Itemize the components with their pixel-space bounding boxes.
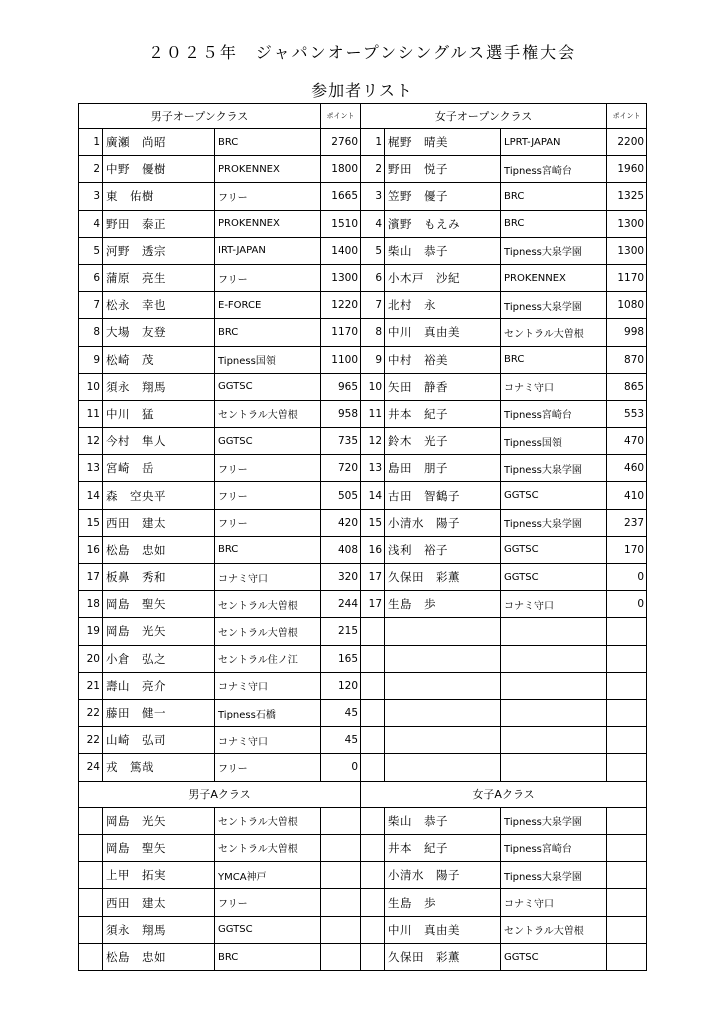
table-row — [79, 346, 647, 373]
men-club: Tipness国領 — [215, 346, 321, 373]
empty-cell — [361, 699, 385, 726]
men-a-club: BRC — [215, 943, 321, 970]
men-rank: 6 — [79, 264, 103, 291]
table-row — [79, 727, 647, 754]
women-club: PROKENNEX — [501, 264, 607, 291]
participant-table — [78, 103, 647, 971]
women-player-name: 野田 悦子 — [385, 156, 501, 183]
men-rank: 18 — [79, 591, 103, 618]
table-row — [79, 699, 647, 726]
men-player-name: 松島 忠如 — [103, 536, 215, 563]
men-player-name: 岡島 光矢 — [103, 618, 215, 645]
women-points: 998 — [607, 319, 647, 346]
women-points: 1170 — [607, 264, 647, 291]
men-player-name: 廣瀬 尚昭 — [103, 129, 215, 156]
men-player-name: 小倉 弘之 — [103, 645, 215, 672]
women-rank: 2 — [361, 156, 385, 183]
empty-cell — [607, 862, 647, 889]
women-a-player-name: 久保田 彩薫 — [385, 943, 501, 970]
women-points: 0 — [607, 591, 647, 618]
men-points: 505 — [321, 482, 361, 509]
men-points: 165 — [321, 645, 361, 672]
women-rank: 9 — [361, 346, 385, 373]
men-player-name: 須永 翔馬 — [103, 373, 215, 400]
women-player-name: 梶野 晴美 — [385, 129, 501, 156]
women-points: 170 — [607, 536, 647, 563]
empty-cell — [79, 889, 103, 916]
men-player-name: 大場 友登 — [103, 319, 215, 346]
table-row — [79, 129, 647, 156]
table-row — [79, 183, 647, 210]
table-row — [79, 237, 647, 264]
empty-cell — [321, 862, 361, 889]
women-club: Tipness宮崎台 — [501, 400, 607, 427]
men-club: BRC — [215, 319, 321, 346]
empty-cell — [607, 807, 647, 834]
empty-cell — [501, 672, 607, 699]
men-player-name: 森 空央平 — [103, 482, 215, 509]
empty-cell — [361, 916, 385, 943]
men-points: 0 — [321, 754, 361, 781]
men-club: セントラル大曽根 — [215, 618, 321, 645]
men-club: PROKENNEX — [215, 210, 321, 237]
women-points: 460 — [607, 455, 647, 482]
women-rank: 17 — [361, 564, 385, 591]
men-rank: 10 — [79, 373, 103, 400]
table-row — [79, 943, 647, 970]
empty-cell — [361, 943, 385, 970]
men-player-name: 河野 透宗 — [103, 237, 215, 264]
table-row — [79, 373, 647, 400]
empty-cell — [321, 834, 361, 861]
table-row — [79, 916, 647, 943]
empty-cell — [385, 618, 501, 645]
empty-cell — [361, 645, 385, 672]
women-a-player-name: 中川 真由美 — [385, 916, 501, 943]
women-club: GGTSC — [501, 482, 607, 509]
men-rank: 5 — [79, 237, 103, 264]
men-rank: 12 — [79, 428, 103, 455]
empty-cell — [607, 645, 647, 672]
women-club: Tipness大泉学園 — [501, 509, 607, 536]
empty-cell — [607, 889, 647, 916]
women-player-name: 島田 朋子 — [385, 455, 501, 482]
women-club: Tipness国領 — [501, 428, 607, 455]
men-rank: 11 — [79, 400, 103, 427]
empty-cell — [385, 754, 501, 781]
empty-cell — [385, 699, 501, 726]
women-club: Tipness大泉学園 — [501, 455, 607, 482]
men-club: フリー — [215, 754, 321, 781]
men-points: 720 — [321, 455, 361, 482]
men-rank: 16 — [79, 536, 103, 563]
men-rank: 7 — [79, 292, 103, 319]
men-a-club: YMCA神戸 — [215, 862, 321, 889]
empty-cell — [501, 699, 607, 726]
women-points: 1300 — [607, 210, 647, 237]
men-rank: 3 — [79, 183, 103, 210]
men-club: セントラル住ノ江 — [215, 645, 321, 672]
men-rank: 8 — [79, 319, 103, 346]
table-row — [79, 536, 647, 563]
empty-cell — [361, 834, 385, 861]
men-club: コナミ守口 — [215, 564, 321, 591]
women-club: Tipness宮崎台 — [501, 156, 607, 183]
table-row — [79, 156, 647, 183]
men-player-name: 東 佑樹 — [103, 183, 215, 210]
men-points: 45 — [321, 727, 361, 754]
men-player-name: 宮崎 岳 — [103, 455, 215, 482]
empty-cell — [361, 618, 385, 645]
women-player-name: 古田 智鶴子 — [385, 482, 501, 509]
men-club: セントラル大曽根 — [215, 591, 321, 618]
table-row — [79, 264, 647, 291]
empty-cell — [321, 943, 361, 970]
women-player-name: 笠野 優子 — [385, 183, 501, 210]
men-club: コナミ守口 — [215, 672, 321, 699]
empty-cell — [79, 807, 103, 834]
women-player-name: 小清水 陽子 — [385, 509, 501, 536]
women-a-club: Tipness宮崎台 — [501, 834, 607, 861]
women-a-player-name: 小清水 陽子 — [385, 862, 501, 889]
men-rank: 17 — [79, 564, 103, 591]
women-club: コナミ守口 — [501, 373, 607, 400]
men-points: 965 — [321, 373, 361, 400]
women-player-name: 小木戸 沙紀 — [385, 264, 501, 291]
empty-cell — [79, 862, 103, 889]
women-points: 2200 — [607, 129, 647, 156]
page-subtitle: 参加者リスト — [311, 81, 413, 100]
women-club: LPRT-JAPAN — [501, 129, 607, 156]
empty-cell — [361, 862, 385, 889]
women-player-name: 生島 歩 — [385, 591, 501, 618]
empty-cell — [607, 699, 647, 726]
men-club: コナミ守口 — [215, 727, 321, 754]
table-row — [79, 862, 647, 889]
men-a-player-name: 須永 翔馬 — [103, 916, 215, 943]
men-player-name: 松永 幸也 — [103, 292, 215, 319]
men-rank: 15 — [79, 509, 103, 536]
women-rank: 15 — [361, 509, 385, 536]
men-club: フリー — [215, 264, 321, 291]
women-club: GGTSC — [501, 564, 607, 591]
men-player-name: 藤田 健一 — [103, 699, 215, 726]
men-rank: 9 — [79, 346, 103, 373]
women-a-player-name: 井本 紀子 — [385, 834, 501, 861]
table-row — [79, 754, 647, 781]
empty-cell — [79, 916, 103, 943]
men-a-player-name: 松島 忠如 — [103, 943, 215, 970]
men-points: 1220 — [321, 292, 361, 319]
women-player-name: 鈴木 光子 — [385, 428, 501, 455]
empty-cell — [361, 727, 385, 754]
men-a-club: フリー — [215, 889, 321, 916]
men-club: GGTSC — [215, 373, 321, 400]
women-rank: 3 — [361, 183, 385, 210]
women-club: セントラル大曽根 — [501, 319, 607, 346]
men-club: Tipness石橋 — [215, 699, 321, 726]
women-club: Tipness大泉学園 — [501, 292, 607, 319]
table-row — [79, 210, 647, 237]
men-player-name: 西田 建太 — [103, 509, 215, 536]
table-row — [79, 509, 647, 536]
women-points: 1960 — [607, 156, 647, 183]
table-row — [79, 591, 647, 618]
women-rank: 10 — [361, 373, 385, 400]
women-points: 470 — [607, 428, 647, 455]
men-rank: 21 — [79, 672, 103, 699]
men-player-name: 山崎 弘司 — [103, 727, 215, 754]
women-club: BRC — [501, 183, 607, 210]
empty-cell — [385, 645, 501, 672]
women-points: 865 — [607, 373, 647, 400]
women-rank: 13 — [361, 455, 385, 482]
women-player-name: 井本 紀子 — [385, 400, 501, 427]
empty-cell — [607, 834, 647, 861]
women-points: 1300 — [607, 237, 647, 264]
men-rank: 22 — [79, 699, 103, 726]
men-a-club: GGTSC — [215, 916, 321, 943]
page-title: ２０２５年 ジャパンオープンシングルス選手権大会 — [147, 43, 577, 62]
empty-cell — [321, 916, 361, 943]
table-row — [79, 645, 647, 672]
men-a-player-name: 西田 建太 — [103, 889, 215, 916]
table-row — [79, 482, 647, 509]
table-row — [79, 889, 647, 916]
women-rank: 17 — [361, 591, 385, 618]
women-rank: 6 — [361, 264, 385, 291]
men-rank: 20 — [79, 645, 103, 672]
women-player-name: 中村 裕美 — [385, 346, 501, 373]
empty-cell — [361, 672, 385, 699]
empty-cell — [501, 645, 607, 672]
women-club: BRC — [501, 346, 607, 373]
women-rank: 5 — [361, 237, 385, 264]
men-player-name: 松崎 茂 — [103, 346, 215, 373]
table-row — [79, 319, 647, 346]
table-row — [79, 400, 647, 427]
table-row — [79, 292, 647, 319]
men-club: セントラル大曽根 — [215, 400, 321, 427]
women-points: 0 — [607, 564, 647, 591]
women-player-name: 中川 真由美 — [385, 319, 501, 346]
men-rank: 2 — [79, 156, 103, 183]
women-player-name: 柴山 恭子 — [385, 237, 501, 264]
men-club: PROKENNEX — [215, 156, 321, 183]
women-a-club: Tipness大泉学園 — [501, 807, 607, 834]
men-club: E-FORCE — [215, 292, 321, 319]
women-rank: 11 — [361, 400, 385, 427]
men-points: 1665 — [321, 183, 361, 210]
women-a-player-name: 生島 歩 — [385, 889, 501, 916]
men-player-name: 岡島 聖矢 — [103, 591, 215, 618]
women-points: 870 — [607, 346, 647, 373]
women-points: 553 — [607, 400, 647, 427]
men-points: 1100 — [321, 346, 361, 373]
men-points: 2760 — [321, 129, 361, 156]
men-points: 420 — [321, 509, 361, 536]
empty-cell — [607, 754, 647, 781]
empty-cell — [79, 943, 103, 970]
empty-cell — [607, 727, 647, 754]
men-club: BRC — [215, 536, 321, 563]
men-open-class-label: 男子オープンクラス — [79, 104, 321, 129]
men-club: IRT-JAPAN — [215, 237, 321, 264]
men-a-player-name: 岡島 光矢 — [103, 807, 215, 834]
table-row — [79, 834, 647, 861]
men-rank: 14 — [79, 482, 103, 509]
women-points: 1325 — [607, 183, 647, 210]
table-row — [79, 455, 647, 482]
men-rank: 24 — [79, 754, 103, 781]
empty-cell — [321, 807, 361, 834]
men-club: フリー — [215, 482, 321, 509]
men-rank: 22 — [79, 727, 103, 754]
women-points-label: ポイント — [607, 104, 647, 129]
women-player-name: 矢田 静香 — [385, 373, 501, 400]
men-club: フリー — [215, 455, 321, 482]
women-player-name: 北村 永 — [385, 292, 501, 319]
table-row — [79, 807, 647, 834]
empty-cell — [607, 943, 647, 970]
men-points: 120 — [321, 672, 361, 699]
empty-cell — [361, 754, 385, 781]
women-player-name: 久保田 彩薫 — [385, 564, 501, 591]
men-points: 244 — [321, 591, 361, 618]
women-player-name: 浅利 裕子 — [385, 536, 501, 563]
table-row — [79, 428, 647, 455]
women-rank: 12 — [361, 428, 385, 455]
men-player-name: 中野 優樹 — [103, 156, 215, 183]
women-a-class-label: 女子Aクラス — [361, 781, 647, 807]
women-rank: 14 — [361, 482, 385, 509]
men-a-club: セントラル大曽根 — [215, 807, 321, 834]
men-points: 735 — [321, 428, 361, 455]
empty-cell — [501, 727, 607, 754]
women-club: Tipness大泉学園 — [501, 237, 607, 264]
women-player-name: 濱野 もえみ — [385, 210, 501, 237]
men-rank: 4 — [79, 210, 103, 237]
men-points: 1300 — [321, 264, 361, 291]
empty-cell — [607, 916, 647, 943]
table-row — [79, 672, 647, 699]
men-points: 45 — [321, 699, 361, 726]
men-points: 408 — [321, 536, 361, 563]
empty-cell — [321, 889, 361, 916]
men-rank: 19 — [79, 618, 103, 645]
empty-cell — [361, 889, 385, 916]
men-player-name: 蒲原 亮生 — [103, 264, 215, 291]
empty-cell — [385, 672, 501, 699]
men-player-name: 壽山 亮介 — [103, 672, 215, 699]
women-a-club: Tipness大泉学園 — [501, 862, 607, 889]
women-rank: 16 — [361, 536, 385, 563]
men-points: 1510 — [321, 210, 361, 237]
men-a-player-name: 上甲 拓実 — [103, 862, 215, 889]
women-points: 410 — [607, 482, 647, 509]
empty-cell — [385, 727, 501, 754]
women-a-player-name: 柴山 恭子 — [385, 807, 501, 834]
empty-cell — [361, 807, 385, 834]
men-club: フリー — [215, 509, 321, 536]
men-points: 1170 — [321, 319, 361, 346]
men-points-label: ポイント — [321, 104, 361, 129]
women-club: コナミ守口 — [501, 591, 607, 618]
women-a-club: GGTSC — [501, 943, 607, 970]
women-points: 237 — [607, 509, 647, 536]
women-points: 1080 — [607, 292, 647, 319]
women-rank: 7 — [361, 292, 385, 319]
women-a-club: セントラル大曽根 — [501, 916, 607, 943]
men-player-name: 戎 篤哉 — [103, 754, 215, 781]
table-row — [79, 564, 647, 591]
men-player-name: 中川 猛 — [103, 400, 215, 427]
open-class-header-row — [79, 104, 647, 129]
women-open-class-label: 女子オープンクラス — [361, 104, 607, 129]
men-rank: 13 — [79, 455, 103, 482]
women-rank: 8 — [361, 319, 385, 346]
men-points: 958 — [321, 400, 361, 427]
women-a-club: コナミ守口 — [501, 889, 607, 916]
men-a-player-name: 岡島 聖矢 — [103, 834, 215, 861]
men-points: 320 — [321, 564, 361, 591]
empty-cell — [607, 618, 647, 645]
women-club: BRC — [501, 210, 607, 237]
men-club: BRC — [215, 129, 321, 156]
men-player-name: 今村 隼人 — [103, 428, 215, 455]
table-row — [79, 618, 647, 645]
women-rank: 1 — [361, 129, 385, 156]
empty-cell — [501, 618, 607, 645]
a-class-header-row — [79, 781, 647, 807]
men-player-name: 野田 泰正 — [103, 210, 215, 237]
empty-cell — [79, 834, 103, 861]
men-points: 215 — [321, 618, 361, 645]
men-player-name: 板鼻 秀和 — [103, 564, 215, 591]
men-points: 1400 — [321, 237, 361, 264]
men-points: 1800 — [321, 156, 361, 183]
women-rank: 4 — [361, 210, 385, 237]
men-club: GGTSC — [215, 428, 321, 455]
empty-cell — [607, 672, 647, 699]
men-a-club: セントラル大曽根 — [215, 834, 321, 861]
men-rank: 1 — [79, 129, 103, 156]
empty-cell — [501, 754, 607, 781]
men-a-class-label: 男子Aクラス — [79, 781, 361, 807]
men-club: フリー — [215, 183, 321, 210]
women-club: GGTSC — [501, 536, 607, 563]
